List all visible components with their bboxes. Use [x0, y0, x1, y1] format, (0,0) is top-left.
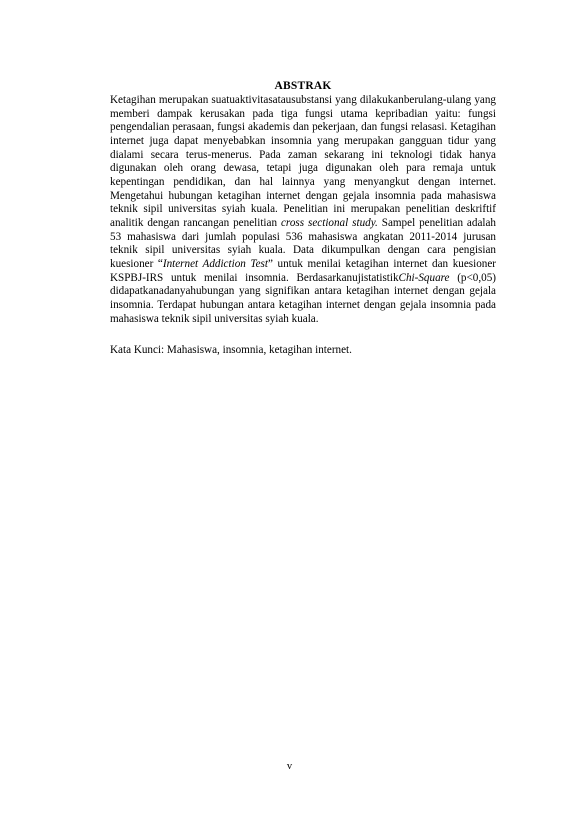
- page-title: ABSTRAK: [274, 80, 332, 92]
- abstract-italic-study-design: cross sectional study.: [280, 216, 378, 229]
- page-number: v: [286, 761, 293, 772]
- abstract-paragraph: [110, 94, 496, 326]
- abstract-text-part-4: (p<0,05) didapatkanadanyahubungan yang signifikan antara ketagihan internet dengan gejala insomnia. Terdapat hubungan antara ketagihan internet dengan gejala insomnia pada mahasiswa teknik sipil universitas syiah kuala.: [110, 271, 496, 325]
- abstract-text-part-1: Ketagihan merupakan suatuaktivitasatausubstansi yang dilakukanberulang-ulang yang memberi dampak kerusakan pada tiga fungsi utama kepribadian yaitu: fungsi pengendalian perasaan, fungsi akademis dan pekerjaan, dan fungsi relasasi. Ketagihan internet juga dapat menyebabkan insomnia yang merupakan gangguan tidur yang dialami secara terus-menerus. Pada zaman sekarang ini teknologi tidak hanya digunakan oleh orang dewasa, tetapi juga digunakan oleh para remaja untuk kepentingan pendidikan, dan hal lainnya yang menyangkut dengan internet. Mengetahui hubungan ketagihan internet dengan gejala insomnia pada mahasiswa teknik sipil universitas syiah kuala. Penelitian ini merupakan penelitian deskriftif analitik dengan rancangan penelitian: [110, 94, 496, 229]
- abstract-text-part-2: Sampel penelitian adalah 53 mahasiswa dari jumlah populasi 536 mahasiswa angkatan 2011-2014 jurusan teknik sipil universitas syiah kuala. Data dikumpulkan dengan cara pengisian kuesioner “: [110, 216, 496, 270]
- keywords-line: Kata Kunci: Mahasiswa, insomnia, ketagihan internet.: [110, 344, 352, 356]
- abstract-italic-statistic-test: Chi-Square: [398, 271, 450, 284]
- abstract-italic-questionnaire-name: Internet Addiction Test: [162, 257, 268, 270]
- abstract-text-part-3: ” untuk menilai ketagihan internet dan kuesioner KSPBJ-IRS untuk menilai insomnia. Berdasarkanujistatistik: [110, 257, 497, 284]
